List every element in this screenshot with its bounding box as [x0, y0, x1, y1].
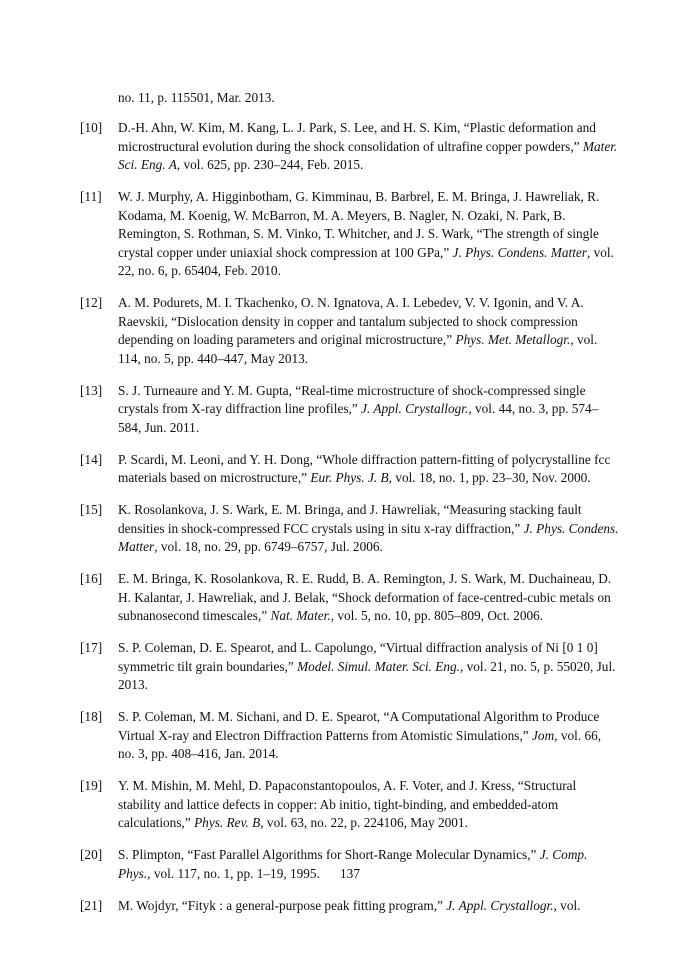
reference-number: [11]	[80, 189, 102, 204]
reference-item	[80, 294, 620, 368]
reference-journal: Nat. Mater.	[270, 608, 331, 623]
reference-details: , vol. 114, no. 5, pp. 440–447, May 2013.	[118, 332, 598, 366]
reference-item	[80, 570, 620, 626]
reference-item	[80, 777, 620, 833]
reference-journal: Jom	[532, 727, 555, 743]
reference-number: [20]	[80, 847, 103, 862]
reference-details: , vol. 66, no. 3, pp. 408–416, Jan. 2014.	[118, 727, 602, 761]
reference-text	[118, 119, 620, 175]
reference-text	[118, 639, 620, 695]
reference-number: [12]	[80, 295, 103, 310]
reference-authors-title: Y. M. Mishin, M. Mehl, D. Papaconstantopoulos, A. F. Voter, and J. Kress, “Structural stability and lattice defects in copper: Ab initio, tight-binding, and embedded-atom calculations,”	[118, 778, 577, 830]
reference-journal: Mater. Sci. Eng. A	[118, 138, 618, 172]
reference-text	[118, 777, 620, 833]
reference-text	[118, 501, 620, 557]
reference-details: , vol. 5, no. 10, pp. 805–809, Oct. 2006.	[330, 608, 544, 623]
reference-list	[80, 119, 620, 929]
reference-authors-title: W. J. Murphy, A. Higginbotham, G. Kimminau, B. Barbrel, E. M. Bringa, J. Hawreliak, R. Kodama, M. Koenig, W. McBarron, M. A. Meyers, B. Nagler, N. Ozaki, N. Park, B. Remington, S. Rothman, S. M. Vinko, T. Whitcher, and J. S. Wark, “The strength of single crystal copper under uniaxial shock compression at 100 GPa,”	[118, 189, 600, 260]
reference-text	[118, 708, 620, 764]
reference-authors-title: S. J. Turneaure and Y. M. Gupta, “Real-time microstructure of shock-compressed single crystals from X-ray diffraction line profiles,”	[118, 382, 586, 416]
reference-item	[80, 188, 620, 281]
reference-details: , vol. 18, no. 1, pp. 23–30, Nov. 2000.	[388, 470, 591, 485]
reference-number: [10]	[80, 120, 103, 135]
reference-journal: J. Phys. Condens. Matter	[452, 244, 587, 260]
page-number: 137	[340, 866, 360, 881]
reference-text	[118, 294, 620, 368]
reference-item	[80, 382, 620, 438]
reference-authors-title: E. M. Bringa, K. Rosolankova, R. E. Rudd, B. A. Remington, J. S. Wark, M. Duchaineau, D. H. Kalantar, J. Hawreliak, and J. Belak, “Shock deformation of face-centred-cubic metals on subnanosecond timescales,”	[118, 571, 612, 623]
reference-details: , vol. 22, no. 6, p. 65404, Feb. 2010.	[118, 244, 614, 278]
reference-item	[80, 501, 620, 557]
reference-details: , vol. 18, no. 29, pp. 6749–6757, Jul. 2006.	[154, 539, 383, 554]
reference-item	[80, 119, 620, 175]
reference-journal: J. Appl. Crystallogr.	[446, 897, 554, 913]
reference-authors-title: S. P. Coleman, D. E. Spearot, and L. Capolungo, “Virtual diffraction analysis of Ni [0 1 0] symmetric tilt grain boundaries,”	[118, 640, 598, 674]
reference-item	[80, 708, 620, 764]
reference-details: , vol. 21, no. 5, p. 55020, Jul. 2013.	[118, 658, 616, 692]
reference-authors-title: K. Rosolankova, J. S. Wark, E. M. Bringa, and J. Hawreliak, “Measuring stacking fault densities in shock-compressed FCC crystals using in situ x-ray diffraction,”	[118, 502, 582, 536]
reference-item	[80, 639, 620, 695]
reference-authors-title: S. P. Coleman, M. M. Sichani, and D. E. Spearot, “A Computational Algorithm to Produce Virtual X-ray and Electron Diffraction Patterns from Atomistic Simulations,”	[118, 709, 600, 743]
reference-number: [18]	[80, 709, 103, 724]
reference-details: , vol. 44, no. 3, pp. 574–584, Jun. 2011.	[118, 401, 599, 435]
reference-details: , vol. 625, pp. 230–244, Feb. 2015.	[176, 157, 364, 172]
reference-journal: Phys. Rev. B	[194, 815, 261, 830]
reference-number: [13]	[80, 382, 103, 398]
reference-text	[118, 451, 620, 488]
reference-authors-title: S. Plimpton, “Fast Parallel Algorithms for Short-Range Molecular Dynamics,”	[118, 847, 540, 862]
reference-journal: Eur. Phys. J. B	[310, 470, 389, 485]
reference-number: [14]	[80, 451, 103, 467]
reference-details: , vol. 63, no. 22, p. 224106, May 2001.	[260, 815, 468, 830]
reference-number: [21]	[80, 897, 103, 913]
reference-number: [16]	[80, 571, 103, 586]
reference-text	[118, 897, 620, 916]
reference-number: [15]	[80, 502, 103, 517]
reference-authors-title: M. Wojdyr, “Fityk : a general-purpose peak fitting program,”	[118, 897, 447, 913]
reference-journal: J. Appl. Crystallogr.	[361, 401, 469, 416]
reference-text	[118, 570, 620, 626]
reference-journal: Model. Simul. Mater. Sci. Eng.	[297, 658, 460, 674]
reference-text	[118, 188, 620, 281]
reference-item	[80, 451, 620, 488]
reference-details: , vol. 117, no. 1, pp. 1–19, 1995.	[147, 865, 320, 881]
reference-authors-title: D.-H. Ahn, W. Kim, M. Kang, L. J. Park, S. Lee, and H. S. Kim, “Plastic deformation and microstructural evolution during the shock consolidation of ultrafine copper powders,”	[118, 120, 596, 154]
reference-number: [17]	[80, 640, 103, 655]
reference-journal: J. Comp. Phys.	[118, 847, 588, 881]
reference-details: , vol.	[553, 897, 581, 913]
reference-authors-title: P. Scardi, M. Leoni, and Y. H. Dong, “Whole diffraction pattern-fitting of polycrystalline fcc materials based on microstructure,”	[118, 451, 611, 485]
reference-journal: J. Phys. Condens. Matter	[118, 520, 619, 554]
reference-journal: Phys. Met. Metallogr.	[455, 332, 571, 347]
reference-continuation: no. 11, p. 115501, Mar. 2013.	[118, 90, 275, 105]
reference-text	[118, 382, 620, 438]
reference-item	[80, 897, 620, 916]
reference-authors-title: A. M. Podurets, M. I. Tkachenko, O. N. Ignatova, A. I. Lebedev, V. V. Igonin, and V. A. Raevskii, “Dislocation density in copper and tantalum subjected to shock compression depending on loading parameters and original microstructure,”	[118, 295, 584, 347]
reference-number: [19]	[80, 778, 103, 793]
